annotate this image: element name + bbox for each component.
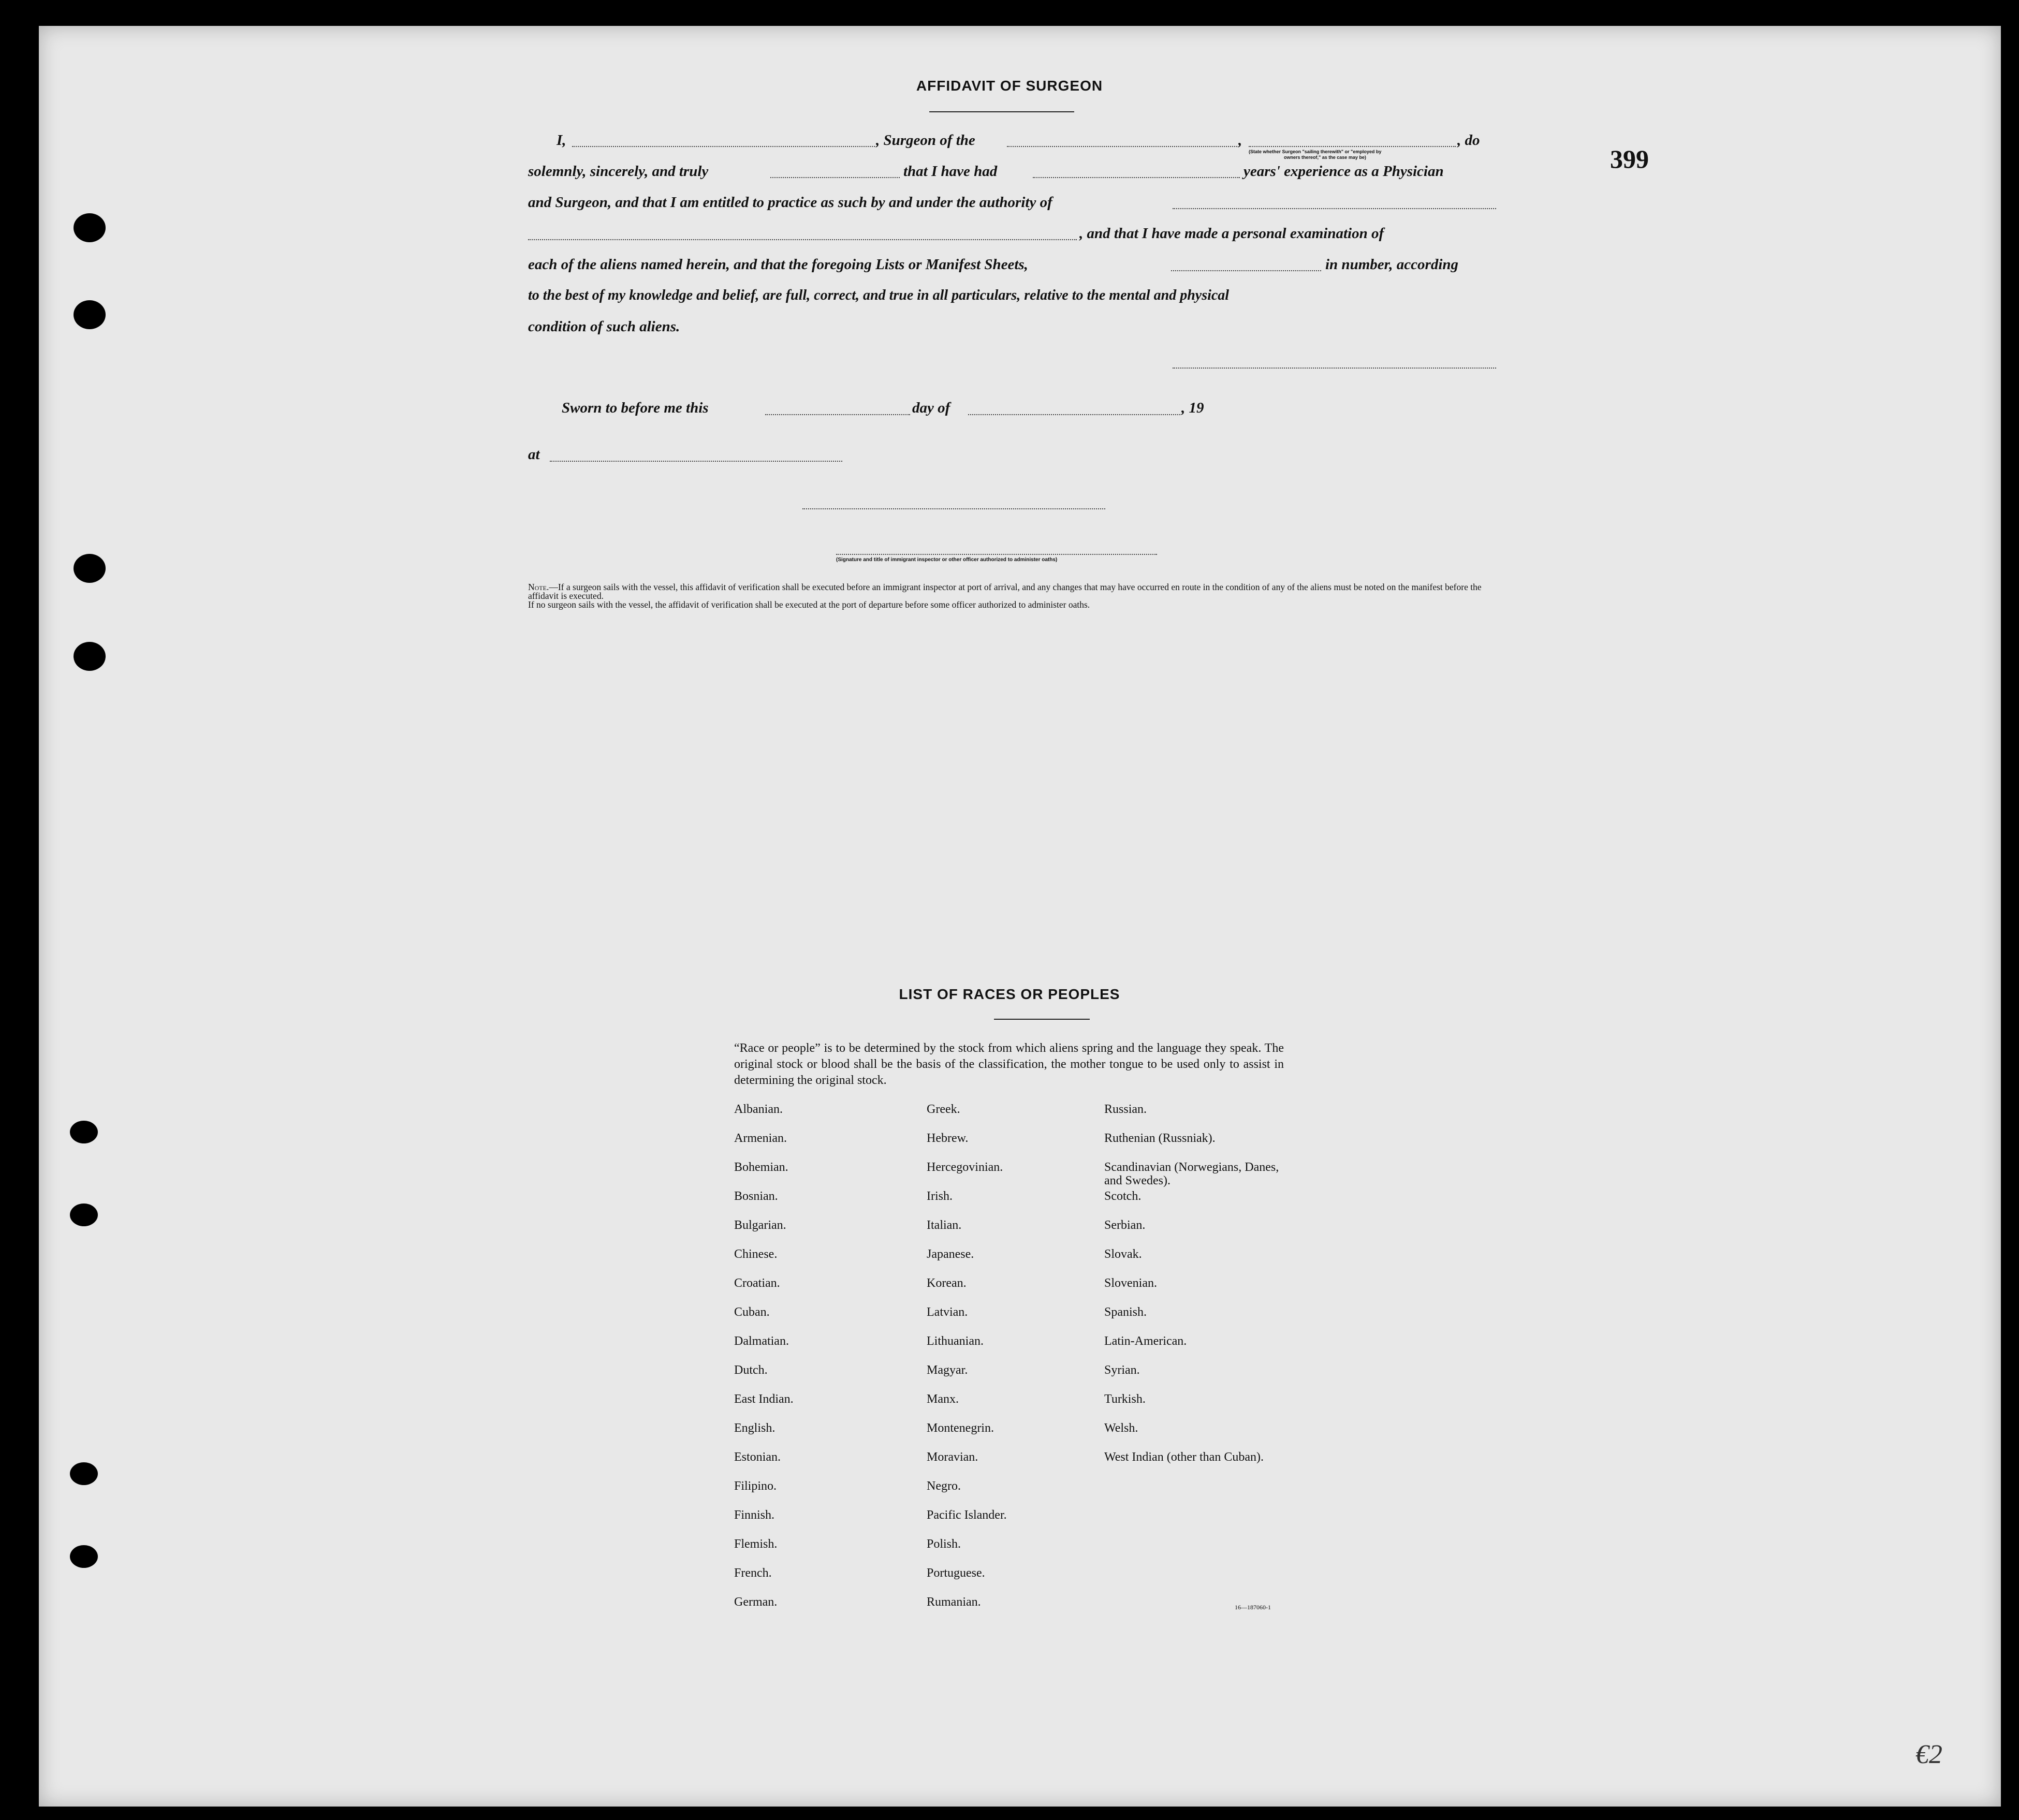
- race-item: German.: [734, 1595, 778, 1609]
- binder-hole: [74, 300, 106, 329]
- race-item: East Indian.: [734, 1392, 794, 1406]
- race-item: Spanish.: [1104, 1305, 1147, 1319]
- title-underline: [929, 111, 1074, 112]
- race-item: Dalmatian.: [734, 1334, 789, 1348]
- affidavit-line-3a: and Surgeon, and that I am entitled to practice as such by and under the authority of: [528, 194, 1052, 211]
- binder-hole: [74, 213, 106, 242]
- years-experience-field[interactable]: [1033, 177, 1240, 178]
- race-item: Slovenian.: [1104, 1276, 1157, 1290]
- authority-field-cont[interactable]: [528, 239, 1077, 240]
- race-item: Scandinavian (Norwegians, Danes, and Swedes).: [1104, 1161, 1279, 1187]
- binder-hole: [70, 1462, 98, 1485]
- binder-hole: [70, 1545, 98, 1568]
- state-note-1: (State whether Surgeon "sailing therewith" or "employed by: [1249, 149, 1382, 154]
- race-item: Bulgarian.: [734, 1219, 786, 1232]
- race-item: Syrian.: [1104, 1363, 1140, 1377]
- race-item: Bosnian.: [734, 1190, 778, 1203]
- affidavit-line-5a: each of the aliens named herein, and that the foregoing Lists or Manifest Sheets,: [528, 256, 1028, 273]
- binder-hole: [70, 1121, 98, 1143]
- sworn-place-field[interactable]: [550, 461, 842, 462]
- races-column-1: [734, 1103, 794, 1624]
- race-item: Latvian.: [927, 1305, 968, 1319]
- race-item: Irish.: [927, 1190, 953, 1203]
- affidavit-line-2a: solemnly, sincerely, and truly: [528, 163, 709, 180]
- signature-caption: (Signature and title of immigrant inspector or other officer authorized to administer oaths): [836, 557, 1058, 563]
- race-item: Serbian.: [1104, 1219, 1146, 1232]
- race-item: Japanese.: [927, 1247, 974, 1261]
- affidavit-line-5b: in number, according: [1325, 256, 1459, 273]
- race-item: Italian.: [927, 1219, 962, 1232]
- race-item: Montenegrin.: [927, 1421, 994, 1435]
- binder-hole: [74, 554, 106, 583]
- surgeon-status-field[interactable]: [1249, 146, 1456, 147]
- race-item: Finnish.: [734, 1508, 775, 1522]
- race-item: English.: [734, 1421, 776, 1435]
- affidavit-line-7a: condition of such aliens.: [528, 318, 680, 335]
- binder-hole: [74, 642, 106, 671]
- sworn-text-a: Sworn to before me this: [562, 400, 709, 416]
- race-item: West Indian (other than Cuban).: [1104, 1450, 1264, 1464]
- handwritten-mark: €2: [1915, 1740, 1942, 1769]
- races-title: LIST OF RACES OR PEOPLES: [899, 986, 1120, 1002]
- race-item: Slovak.: [1104, 1247, 1142, 1261]
- vessel-name-field[interactable]: [1007, 146, 1237, 147]
- affidavit-line-1c: ,: [1238, 132, 1242, 149]
- affidavit-line-6a: to the best of my knowledge and belief, are full, correct, and true in all particulars, relative to the mental and physical: [528, 287, 1230, 303]
- sheet-count-field[interactable]: [1171, 270, 1321, 271]
- authority-field[interactable]: [1173, 208, 1496, 209]
- race-item: French.: [734, 1566, 772, 1580]
- races-column-2: [927, 1103, 1007, 1624]
- race-item: Greek.: [927, 1103, 960, 1116]
- sworn-day-field[interactable]: [765, 414, 910, 415]
- sworn-at-label: at: [528, 446, 540, 463]
- sworn-month-field[interactable]: [968, 414, 1180, 415]
- race-item: Ruthenian (Russniak).: [1104, 1132, 1216, 1145]
- form-number: 16—187060-1: [1235, 1604, 1271, 1611]
- race-item: Armenian.: [734, 1132, 787, 1145]
- race-item: Croatian.: [734, 1276, 780, 1290]
- race-item: Flemish.: [734, 1537, 778, 1551]
- races-column-3: [1104, 1103, 1296, 1479]
- race-item: Bohemian.: [734, 1161, 788, 1174]
- race-item: Korean.: [927, 1276, 967, 1290]
- affidavit-note: [528, 583, 1501, 609]
- race-item: Latin-American.: [1104, 1334, 1187, 1348]
- affidavit-line-2b: that I have had: [903, 163, 998, 180]
- state-note-2: owners thereof," as the case may be): [1284, 155, 1366, 160]
- affidavit-line-1b: , Surgeon of the: [876, 132, 975, 149]
- race-item: Estonian.: [734, 1450, 781, 1464]
- race-item: Negro.: [927, 1479, 961, 1493]
- race-item: Albanian.: [734, 1103, 783, 1116]
- affidavit-line-1a: I,: [557, 132, 566, 149]
- note-text-2: If no surgeon sails with the vessel, the affidavit of verification shall be executed at the port of departure before some officer authorized to administer oaths.: [528, 599, 1090, 610]
- oath-type-field[interactable]: [770, 177, 900, 178]
- page-number: 399: [1610, 144, 1649, 173]
- binder-hole: [70, 1203, 98, 1226]
- race-item: Hercegovinian.: [927, 1161, 1003, 1174]
- race-item: Welsh.: [1104, 1421, 1138, 1435]
- affidavit-title: AFFIDAVIT OF SURGEON: [916, 78, 1103, 94]
- race-item: Lithuanian.: [927, 1334, 984, 1348]
- race-item: Rumanian.: [927, 1595, 981, 1609]
- officer-title-field[interactable]: [836, 554, 1157, 555]
- race-item: Chinese.: [734, 1247, 778, 1261]
- surgeon-signature-field[interactable]: [1173, 368, 1496, 369]
- race-item: Pacific Islander.: [927, 1508, 1007, 1522]
- note-text-1: —If a surgeon sails with the vessel, this affidavit of verification shall be executed before an immigrant inspector at port of arrival, and any changes that may have occurred en route in the condition of any of the aliens must be noted on the manifest before the affidavit is executed.: [528, 582, 1482, 601]
- affidavit-line-2c: years' experience as a Physician: [1243, 163, 1444, 180]
- officer-signature-field[interactable]: [802, 508, 1105, 509]
- race-item: Filipino.: [734, 1479, 777, 1493]
- race-item: Hebrew.: [927, 1132, 969, 1145]
- race-item: Dutch.: [734, 1363, 768, 1377]
- race-item: Manx.: [927, 1392, 959, 1406]
- race-item: Russian.: [1104, 1103, 1147, 1116]
- affidavit-line-4a: , and that I have made a personal examination of: [1079, 225, 1384, 242]
- race-item: Magyar.: [927, 1363, 968, 1377]
- surgeon-name-field[interactable]: [572, 146, 875, 147]
- affidavit-line-1d: , do: [1457, 132, 1480, 149]
- race-item: Turkish.: [1104, 1392, 1146, 1406]
- races-intro: “Race or people” is to be determined by the stock from which aliens spring and the language they speak. The original stock or blood shall be the basis of the classification, the mother tongue to be used only to assist in determining the original stock.: [734, 1041, 1284, 1087]
- race-item: Scotch.: [1104, 1190, 1142, 1203]
- race-item: Moravian.: [927, 1450, 978, 1464]
- sworn-text-b: day of: [912, 400, 950, 416]
- race-item: Cuban.: [734, 1305, 770, 1319]
- note-label: Note.: [528, 582, 549, 592]
- races-title-underline: [994, 1019, 1090, 1020]
- race-item: Polish.: [927, 1537, 961, 1551]
- sworn-text-c: , 19: [1181, 400, 1204, 416]
- race-item: Portuguese.: [927, 1566, 985, 1580]
